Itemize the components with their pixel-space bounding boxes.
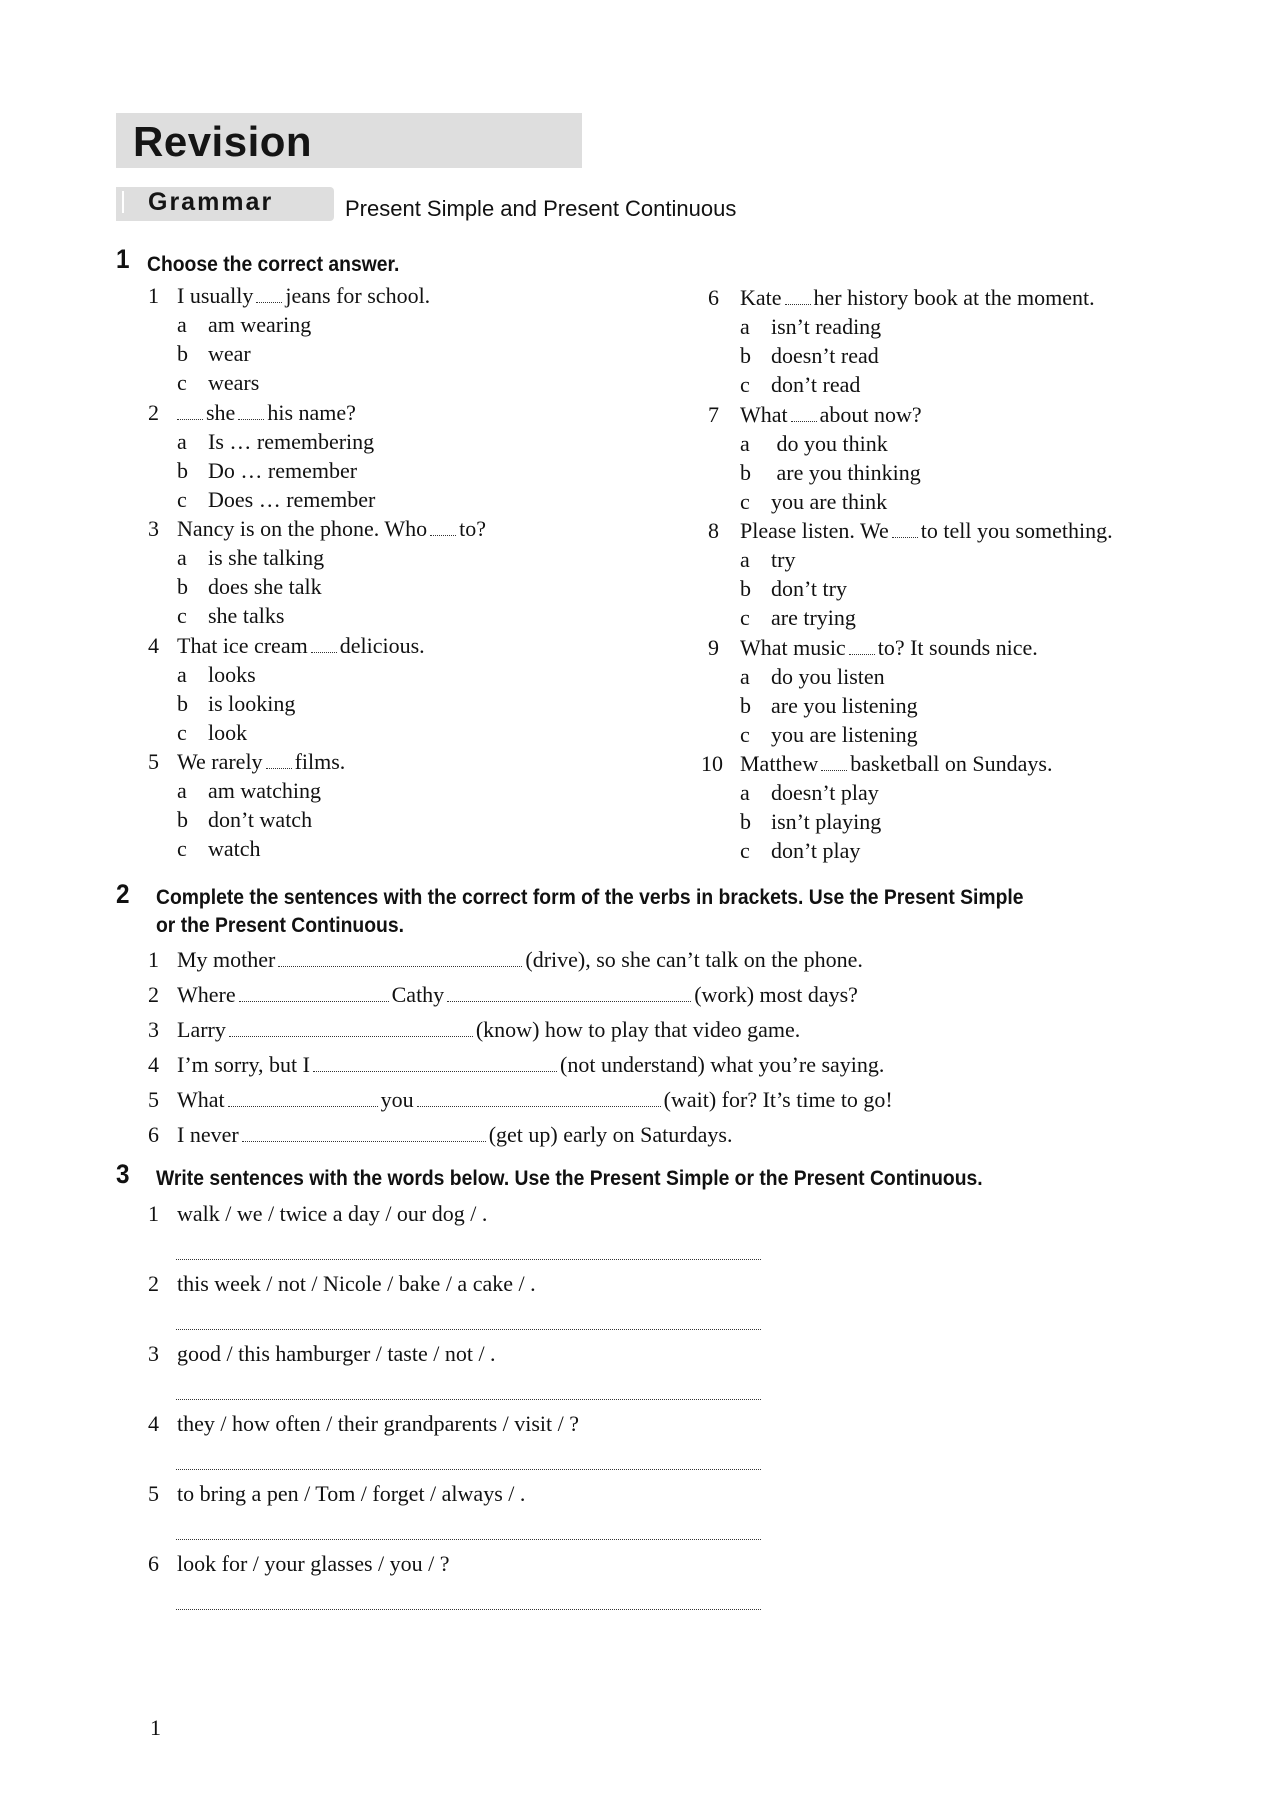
question-stem: she his name? <box>177 399 356 427</box>
word-prompt: look for / your glasses / you / ? <box>177 1551 450 1576</box>
answer-blank[interactable] <box>238 414 264 420</box>
answer-blank[interactable] <box>229 1031 473 1037</box>
question-number: 10 <box>701 751 723 776</box>
answer-blank[interactable] <box>256 297 282 303</box>
word-prompt: this week / not / Nicole / bake / a cake / . <box>177 1271 536 1296</box>
question-stem: Kate her history book at the moment. <box>740 285 1095 310</box>
option[interactable]: c watch <box>177 836 261 861</box>
exercise-1-instruction: Choose the correct answer. <box>147 253 400 276</box>
question-stem: Matthew basketball on Sundays. <box>740 751 1053 776</box>
question-stem: What about now? <box>740 402 922 427</box>
option[interactable]: a do you listen <box>740 664 885 689</box>
option[interactable]: c she talks <box>177 603 285 628</box>
answer-line[interactable] <box>176 1468 761 1470</box>
answer-blank[interactable] <box>791 416 817 422</box>
word-prompt: walk / we / twice a day / our dog / . <box>177 1201 488 1226</box>
page-number: 1 <box>150 1715 161 1740</box>
sentence: I’m sorry, but I (not understand) what you’re saying. <box>177 1052 885 1077</box>
sentence-number: 6 <box>148 1122 159 1147</box>
exercise-3-instruction: Write sentences with the words below. Use the Present Simple or the Present Continuous. <box>156 1167 983 1190</box>
exercise-2-number: 2 <box>116 879 130 909</box>
item-number: 4 <box>148 1411 159 1436</box>
item-number: 6 <box>148 1551 159 1576</box>
sentence-number: 1 <box>148 947 159 972</box>
page-title: Revision <box>133 118 313 165</box>
section-label: Grammar <box>148 188 274 216</box>
option[interactable]: b does she talk <box>177 574 322 599</box>
sentence: My mother (drive), so she can’t talk on the phone. <box>177 947 863 972</box>
word-prompt: good / this hamburger / taste / not / . <box>177 1341 496 1366</box>
question-number: 8 <box>708 518 719 543</box>
option[interactable]: b Do … remember <box>177 458 358 483</box>
option[interactable]: b doesn’t read <box>740 343 879 368</box>
sentence: Where Cathy (work) most days? <box>177 982 858 1007</box>
question-stem: That ice cream delicious. <box>177 633 425 658</box>
question-number: 7 <box>708 402 719 427</box>
option[interactable]: a isn’t reading <box>740 314 882 339</box>
option[interactable]: a am wearing <box>177 312 312 337</box>
option[interactable]: a do you think <box>740 431 888 456</box>
option[interactable]: c don’t read <box>740 372 861 397</box>
answer-line[interactable] <box>176 1258 761 1260</box>
item-number: 3 <box>148 1341 159 1366</box>
option[interactable]: b are you thinking <box>740 460 921 485</box>
sentence: I never (get up) early on Saturdays. <box>177 1122 733 1147</box>
option[interactable]: c you are listening <box>740 722 918 747</box>
question-number: 4 <box>148 633 159 658</box>
sentence-number: 4 <box>148 1052 159 1077</box>
question-stem: Nancy is on the phone. Who to? <box>177 516 486 541</box>
question-number: 1 <box>148 283 159 308</box>
answer-blank[interactable] <box>849 649 875 655</box>
option[interactable]: a doesn’t play <box>740 780 879 805</box>
answer-blank[interactable] <box>242 1136 486 1142</box>
answer-blank[interactable] <box>239 996 389 1002</box>
question-number: 2 <box>148 400 159 425</box>
sentence: What you (wait) for? It’s time to go! <box>177 1087 893 1112</box>
option[interactable]: c look <box>177 720 248 745</box>
question-stem: I usually jeans for school. <box>177 283 431 308</box>
option[interactable]: b don’t watch <box>177 807 313 832</box>
answer-blank[interactable] <box>430 530 456 536</box>
answer-blank[interactable] <box>311 647 337 653</box>
question-number: 5 <box>148 749 159 774</box>
option[interactable]: a am watching <box>177 778 322 803</box>
answer-blank[interactable] <box>266 763 292 769</box>
answer-blank[interactable] <box>313 1066 557 1072</box>
answer-blank[interactable] <box>417 1101 661 1107</box>
answer-line[interactable] <box>176 1398 761 1400</box>
answer-blank[interactable] <box>785 299 811 305</box>
sentence-number: 3 <box>148 1017 159 1042</box>
question-number: 9 <box>708 635 719 660</box>
question-stem: Please listen. We to tell you something. <box>740 518 1113 543</box>
answer-line[interactable] <box>176 1608 761 1610</box>
sentence-number: 5 <box>148 1087 159 1112</box>
option[interactable]: c are trying <box>740 605 856 630</box>
answer-line[interactable] <box>176 1328 761 1330</box>
question-stem: What music to? It sounds nice. <box>740 635 1038 660</box>
answer-blank[interactable] <box>278 961 522 967</box>
option[interactable]: c you are think <box>740 489 888 514</box>
exercise-1-number: 1 <box>116 244 130 274</box>
answer-blank[interactable] <box>821 765 847 771</box>
exercise-3-number: 3 <box>116 1159 130 1189</box>
word-prompt: they / how often / their grandparents / visit / ? <box>177 1411 580 1436</box>
question-stem: We rarely films. <box>177 749 346 774</box>
option[interactable]: a looks <box>177 662 256 687</box>
item-number: 5 <box>148 1481 159 1506</box>
answer-line[interactable] <box>176 1538 761 1540</box>
item-number: 1 <box>148 1201 159 1226</box>
option[interactable]: c don’t play <box>740 838 861 863</box>
exercise-2-instruction: Complete the sentences with the correct form of the verbs in brackets. Use the Present Simple <box>156 886 1024 909</box>
word-prompt: to bring a pen / Tom / forget / always / . <box>177 1481 526 1506</box>
option[interactable]: b is looking <box>177 691 296 716</box>
answer-blank[interactable] <box>447 996 691 1002</box>
sentence-number: 2 <box>148 982 159 1007</box>
option[interactable]: b are you listening <box>740 693 918 718</box>
question-number: 3 <box>148 516 159 541</box>
answer-blank[interactable] <box>177 414 203 420</box>
sentence: Larry (know) how to play that video game. <box>177 1017 801 1042</box>
exercise-2-instruction: or the Present Continuous. <box>156 914 404 937</box>
option[interactable]: a Is … remembering <box>177 429 375 454</box>
question-number: 6 <box>708 285 719 310</box>
option[interactable]: b wear <box>177 341 251 366</box>
answer-blank[interactable] <box>228 1101 378 1107</box>
item-number: 2 <box>148 1271 159 1296</box>
option[interactable]: a try <box>740 547 796 572</box>
option[interactable]: a is she talking <box>177 545 325 570</box>
option[interactable]: b isn’t playing <box>740 809 882 834</box>
option[interactable]: c Does … remember <box>177 487 376 512</box>
option[interactable]: c wears <box>177 370 260 395</box>
section-topic: Present Simple and Present Continuous <box>345 196 737 221</box>
answer-blank[interactable] <box>892 532 918 538</box>
option[interactable]: b don’t try <box>740 576 847 601</box>
